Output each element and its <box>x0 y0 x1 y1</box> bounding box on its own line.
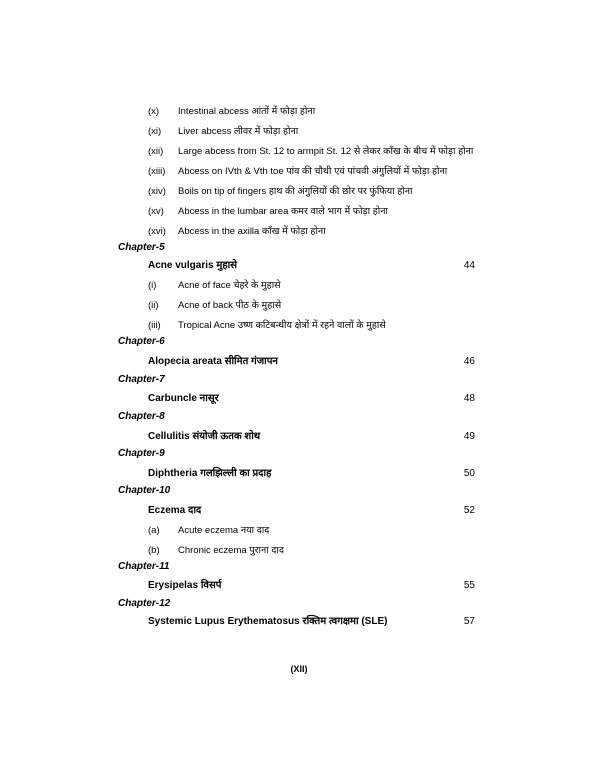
entry-title: Systemic Lupus Erythematosus रक्तिम त्वगक्षमा (SLE) <box>148 616 388 627</box>
entry-title: Carbuncle नासूर <box>148 393 219 404</box>
chapter-label: Chapter-7 <box>118 374 165 385</box>
toc-subitem <box>0 204 598 220</box>
toc-subitem <box>0 144 598 160</box>
entry-title: Alopecia areata सीमित गंजापन <box>148 356 278 367</box>
subitem-text: Boils on tip of fingers हाथ की अंगुलियों की छोर पर फुंफिया होना <box>178 186 413 197</box>
chapter-heading <box>0 596 598 612</box>
chapter-label: Chapter-6 <box>118 336 165 347</box>
entry-page-number: 52 <box>463 505 475 516</box>
subitem-number: (xv) <box>148 206 164 217</box>
subitem-text: Abcess in the lumbar area कमर वाले भाग में फोड़ा होना <box>178 206 388 217</box>
entry-page-number: 46 <box>463 356 475 367</box>
toc-entry <box>0 429 598 445</box>
chapter-label: Chapter-9 <box>118 448 165 459</box>
chapter-heading <box>0 483 598 499</box>
subitem-text: Chronic eczema पुराना दाद <box>178 545 284 556</box>
subitem-number: (xiv) <box>148 186 166 197</box>
subitem-text: Acute eczema नया दाद <box>178 525 270 536</box>
subitem-text: Acne of back पीठ के मुहासे <box>178 300 282 311</box>
subitem-number: (x) <box>148 106 160 117</box>
entry-title: Acne vulgaris मुहासे <box>148 260 237 271</box>
entry-page-number: 50 <box>463 468 475 479</box>
entry-page-number: 57 <box>463 616 475 627</box>
chapter-label: Chapter-11 <box>118 561 170 572</box>
toc-subitem <box>0 184 598 200</box>
toc-subitem <box>0 224 598 240</box>
toc-entry <box>0 354 598 370</box>
subitem-number: (xiii) <box>148 166 166 177</box>
entry-title: Eczema दाद <box>148 505 202 516</box>
toc-entry <box>0 578 598 594</box>
subitem-number: (b) <box>148 545 160 556</box>
toc-entry <box>0 614 598 630</box>
subitem-number: (xvi) <box>148 226 166 237</box>
chapter-heading <box>0 334 598 350</box>
toc-subitem <box>0 523 598 539</box>
chapter-label: Chapter-8 <box>118 411 165 422</box>
entry-page-number: 48 <box>463 393 475 404</box>
toc-subitem <box>0 164 598 180</box>
subitem-number: (xi) <box>148 126 162 137</box>
subitem-number: (ii) <box>148 300 159 311</box>
toc-subitem <box>0 278 598 294</box>
chapter-heading <box>0 446 598 462</box>
subitem-text: Liver abcess लीवर में फोड़ा होना <box>178 126 299 137</box>
toc-entry <box>0 258 598 274</box>
subitem-text: Abcess on IVth & Vth toe पांव की चौथी एवं पांचवी अंगुलियों में फोड़ा होना <box>178 166 448 177</box>
chapter-heading <box>0 559 598 575</box>
subitem-number: (i) <box>148 280 157 291</box>
toc-subitem <box>0 298 598 314</box>
subitem-text: Abcess in the axilla काँख में फोड़ा होना <box>178 226 326 237</box>
subitem-text: Intestinal abcess आंतों में फोड़ा होना <box>178 106 316 117</box>
toc-subitem <box>0 543 598 559</box>
toc-subitem <box>0 104 598 120</box>
chapter-label: Chapter-12 <box>118 598 171 609</box>
entry-title: Diphtheria गलझिल्ली का प्रदाह <box>148 468 272 479</box>
subitem-number: (iii) <box>148 320 161 331</box>
entry-page-number: 44 <box>463 260 475 271</box>
toc-entry <box>0 391 598 407</box>
toc-entry <box>0 503 598 519</box>
chapter-heading <box>0 409 598 425</box>
toc-entry <box>0 466 598 482</box>
toc-subitem <box>0 124 598 140</box>
page-number-footer: (XII) <box>290 664 308 674</box>
toc-subitem <box>0 318 598 334</box>
subitem-text: Acne of face चेहरे के मुहासे <box>178 280 281 291</box>
chapter-label: Chapter-10 <box>118 485 171 496</box>
entry-title: Cellulitis संयोजी ऊतक शोथ <box>148 431 261 442</box>
entry-page-number: 49 <box>463 431 475 442</box>
chapter-heading <box>0 240 598 256</box>
subitem-text: Large abcess from St. 12 to armpit St. 12 से लेकर काँख के बीच में फोड़ा होना <box>178 146 474 157</box>
subitem-text: Tropical Acne उष्ण कटिबन्धीय क्षेत्रों में रहने वालों के मुहासे <box>178 320 386 331</box>
chapter-heading <box>0 372 598 388</box>
entry-title: Erysipelas विसर्प <box>148 580 222 591</box>
entry-page-number: 55 <box>463 580 475 591</box>
subitem-number: (a) <box>148 525 160 536</box>
chapter-label: Chapter-5 <box>118 242 165 253</box>
subitem-number: (xii) <box>148 146 164 157</box>
